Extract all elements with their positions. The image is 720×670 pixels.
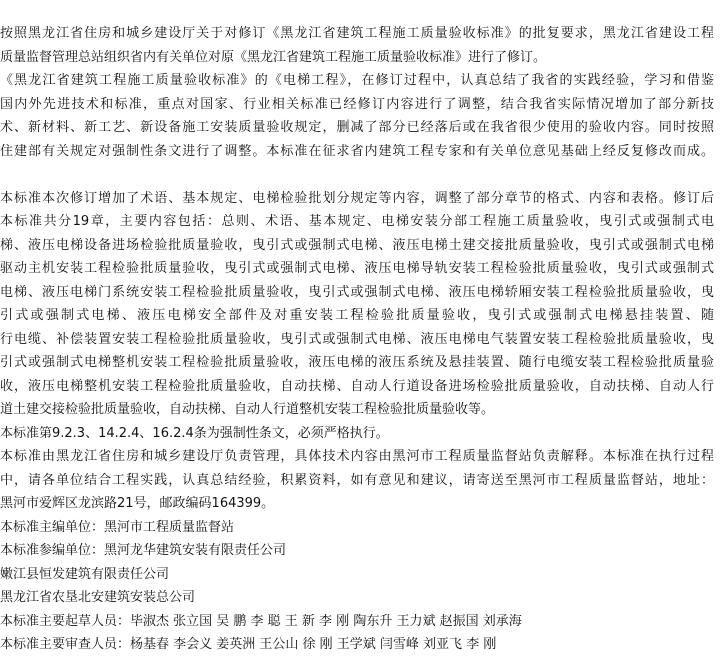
text-line: 行电缆、补偿装置安装工程检验批质量验收，曳引式或强制式电梯、液压电梯电气装置安装工程检验批质量验收，曳 [0, 331, 714, 347]
text-line: 住建部有关规定对强制性条文进行了调整。本标准在征求省内建筑工程专家和有关单位意见基础上经反复修改而成。 [0, 143, 714, 159]
text-line: 本标准第9.2.3、14.2.4、16.2.4条为强制性条文，必须严格执行。 [0, 425, 389, 441]
text-line: 电梯、液压电梯门系统安装工程检验批质量验收，曳引式或强制式电梯、液压电梯轿厢安装工程检验批质量验收，曳 [0, 284, 714, 300]
text-line: 本标准主要审查人员：杨基春 李会义 姜英洲 王公山 徐 刚 王学斌 闫雪峰 刘亚飞 李 刚 [0, 637, 497, 652]
text-line: 本标准由黑龙江省住房和城乡建设厅负责管理，具体技术内容由黑河市工程质量监督站负责解释。本标准在执行过程 [0, 449, 714, 464]
text-line: 术、新材料、新工艺、新设备施工安装质量验收规定，删减了部分已经落后或在我省很少使用的验收内容。同时按照 [0, 120, 714, 135]
text-line: 黑龙江省农垦北安建筑安装总公司 [0, 590, 196, 605]
text-line: 黑河市爱辉区龙滨路21号，邮政编码164399。 [0, 496, 275, 511]
text-line: 国内外先进技术和标准，重点对国家、行业相关标准已经修订内容进行了调整，结合我省实际情况增加了部分新技 [0, 96, 714, 112]
text-line: 嫩江县恒发建筑有限责任公司 [0, 566, 170, 582]
text-line: 收，液压电梯整机安装工程检验批质量验收，自动扶梯、自动人行道设备进场检验批质量验收，自动扶梯、自动人行 [0, 378, 714, 394]
text-line: 质量监督管理总站组织省内有关单位对原《黑龙江省建筑工程施工质量验收标准》进行了修订。 [0, 49, 547, 65]
text-line: 《黑龙江省建筑工程施工质量验收标准》的《电梯工程》，在修订过程中，认真总结了我省的实践经验，学习和借鉴 [0, 73, 714, 88]
text-line: 本标准主编单位：黑河市工程质量监督站 [0, 519, 235, 535]
text-line: 本标准主要起草人员：毕淑杰 张立国 吴 鹏 李 聪 王 新 李 刚 陶东升 王力斌 赵振国 刘承海 [0, 613, 522, 629]
text-line: 梯、液压电梯设备进场检验批质量验收，曳引式或强制式电梯、液压电梯土建交接批质量验收，曳引式或强制式电梯 [0, 237, 714, 253]
text-line: 按照黑龙江省住房和城乡建设厅关于对修订《黑龙江省建筑工程施工质量验收标准》的批复要求，黑龙江省建设工程 [0, 26, 714, 41]
blank-line [0, 163, 720, 187]
text-line: 本标准参编单位：黑河龙华建筑安装有限责任公司 [0, 543, 287, 558]
text-line: 中，请各单位结合工程实践，认真总结经验，积累资料，如有意见和建议，请寄送至黑河市工程质量监督站，地址： [0, 472, 714, 488]
text-line: 道土建交接检验批质量验收，自动扶梯、自动人行道整机安装工程检验批质量验收等。 [0, 402, 495, 417]
text-line: 引式或强制式电梯整机安装工程检验批质量验收，液压电梯的液压系统及悬挂装置、随行电缆安装工程检验批质量验 [0, 355, 714, 370]
text-line: 引式或强制式电梯、液压电梯安全部件及对重安装工程检验批质量验收，曳引式或强制式电梯悬挂装置、随 [0, 308, 714, 323]
text-line: 本标准本次修订增加了术语、基本规定、电梯检验批划分规定等内容，调整了部分章节的格式、内容和表格。修订后 [0, 190, 714, 206]
text-line: 本标准共分19章，主要内容包括：总则、术语、基本规定、电梯安装分部工程施工质量验收，曳引式或强制式电 [0, 214, 714, 229]
text-line: 驱动主机安装工程检验批质量验收，曳引式或强制式电梯、液压电梯导轨安装工程检验批质量验收，曳引式或强制式 [0, 261, 714, 276]
